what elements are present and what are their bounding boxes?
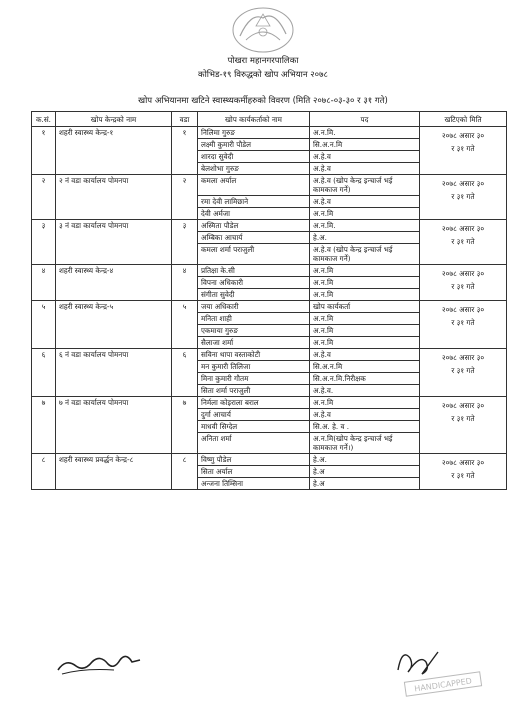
header-ward: वडा [172,112,198,127]
worker-name-cell: संगीता सुवेदी [198,289,310,301]
header-worker-name: खोप कार्यकर्ताको नाम [198,112,310,127]
vaccination-staff-table [31,111,507,490]
post-cell: अ.न.मि [310,265,420,277]
post-cell: अ.हे.व (खोप केन्द्र इन्चार्ज भई कामकाज गर्ने) [310,175,420,196]
assigned-date-cell [420,265,507,301]
serial-number-cell: २ [32,175,56,220]
date-line-2: र ३१ गते [451,237,475,246]
post-cell: अ.हे.व [310,163,420,175]
serial-number-cell: ५ [32,301,56,349]
serial-number-cell: १ [32,127,56,175]
document-description: खोप अभियानमा खटिने स्वास्थ्यकर्मीहरुको विवरण (मिति २०७८-०३-३० र ३१ गते) [138,96,388,106]
assigned-date-cell [420,349,507,397]
ward-cell: २ [172,175,198,220]
signature-right [392,644,442,678]
post-cell: सि.अ.न.मि.निरीक्षक [310,373,420,385]
worker-name-cell: विष्णु पौडेल [198,454,310,466]
date-line-2: र ३१ गते [451,414,475,423]
worker-name-cell: मिना कुमारी गौतम [198,373,310,385]
worker-name-cell: मनिता शाही [198,313,310,325]
post-cell: अ.हे.व. [310,385,420,397]
post-cell: हे.अ [310,478,420,490]
worker-name-cell: रमा देवी लामिछाने [198,196,310,208]
worker-name-cell: मन कुमारी तिलिजा [198,361,310,373]
center-name-cell: शहरी स्वास्थ्य प्रवर्द्धन केन्द्र-८ [56,454,172,490]
post-cell: अ.न.मि. [310,127,420,139]
worker-name-cell: सविना थापा वस्ताकोटी [198,349,310,361]
post-cell: हे.अ. [310,232,420,244]
post-cell: हे.अ. [310,454,420,466]
serial-number-cell: ७ [32,397,56,454]
post-cell: अ.न.मि [310,289,420,301]
worker-name-cell: माधवी सिग्देल [198,421,310,433]
assigned-date-cell [420,454,507,490]
table-header-row [32,112,507,127]
municipality-seal-icon [226,4,300,54]
worker-name-cell: अम्बिका आचार्य [198,232,310,244]
ward-cell: ८ [172,454,198,490]
post-cell: अ.हे.व [310,409,420,421]
worker-name-cell: कमला शर्मा पराजुली [198,244,310,265]
date-line-1: २०७८ असार ३० [441,401,485,410]
date-line-1: २०७८ असार ३० [441,353,485,362]
date-line-2: र ३१ गते [451,192,475,201]
worker-name-cell: सैलाजा शर्मा [198,337,310,349]
post-cell: खोप कार्यकर्ता [310,301,420,313]
center-name-cell: ३ नं वडा कार्यालय पोमनपा [56,220,172,265]
serial-number-cell: ३ [32,220,56,265]
center-name-cell: शहरी स्वास्थ्य केन्द्र-४ [56,265,172,301]
worker-name-cell: एकमाया गुरुङ [198,325,310,337]
date-line-1: २०७८ असार ३० [441,179,485,188]
header-center-name: खोप केन्द्रको नाम [56,112,172,127]
ward-cell: ३ [172,220,198,265]
post-cell: अ.हे.व [310,349,420,361]
assigned-date-cell [420,397,507,454]
table-row [32,397,507,409]
center-name-cell: शहरी स्वास्थ्य केन्द्र-५ [56,301,172,349]
date-line-1: २०७८ असार ३० [441,224,485,233]
assigned-date-cell [420,127,507,175]
worker-name-cell: अनिता शर्मा [198,433,310,454]
worker-name-cell: दुर्गा आचार्य [198,409,310,421]
post-cell: अ.हे.व (खोप केन्द्र इन्चार्ज भई कामकाज गर्ने) [310,244,420,265]
worker-name-cell: निलिमा गुरुङ [198,127,310,139]
assigned-date-cell [420,220,507,265]
post-cell: अ.न.मि [310,277,420,289]
post-cell: अ.न.मि. [310,220,420,232]
header-serial: क.सं. [32,112,56,127]
table-row [32,220,507,232]
center-name-cell: ६ नं वडा कार्यालय पोमनपा [56,349,172,397]
post-cell: अ.हे.व [310,196,420,208]
table-row [32,349,507,361]
post-cell: अ.न.मि [310,208,420,220]
document-title: पोखरा महानगरपालिका [227,56,299,66]
serial-number-cell: ४ [32,265,56,301]
svg-text:HANDICAPPED: HANDICAPPED [413,676,473,694]
worker-name-cell: देवी अर्मजा [198,208,310,220]
date-line-1: २०७८ असार ३० [441,269,485,278]
header-post: पद [310,112,420,127]
center-name-cell: ७ नं वडा कार्यालय पोमनपा [56,397,172,454]
post-cell: अ.न.मि [310,397,420,409]
date-line-2: र ३१ गते [451,318,475,327]
table-row [32,454,507,466]
worker-name-cell: बेलशोभा गुरुङ [198,163,310,175]
date-line-2: र ३१ गते [451,144,475,153]
signature-left [54,646,144,680]
ward-cell: ५ [172,301,198,349]
table-row [32,301,507,313]
date-line-2: र ३१ गते [451,282,475,291]
table-row [32,175,507,196]
post-cell: सि.अ.न.मि [310,139,420,151]
post-cell: सि.अ.न.मि [310,361,420,373]
assigned-date-cell [420,301,507,349]
table-row [32,265,507,277]
date-line-1: २०७८ असार ३० [441,305,485,314]
header-assigned-date: खटिएको मिति [420,112,507,127]
serial-number-cell: ६ [32,349,56,397]
post-cell: अ.न.मि [310,337,420,349]
post-cell: सि.अ. हे. व . [310,421,420,433]
worker-name-cell: जया अधिकारी [198,301,310,313]
worker-name-cell: सिता अर्याल [198,466,310,478]
center-name-cell: शहरी स्वास्थ्य केन्द्र-१ [56,127,172,175]
center-name-cell: २ नं वडा कार्यालय पोमनपा [56,175,172,220]
post-cell: अ.न.मि [310,325,420,337]
ward-cell: ७ [172,397,198,454]
worker-name-cell: सिता शर्मा पराजुली [198,385,310,397]
assigned-date-cell [420,175,507,220]
worker-name-cell: प्रतिक्षा के.सी [198,265,310,277]
worker-name-cell: निर्मला कोइराला बराल [198,397,310,409]
table-row [32,127,507,139]
ward-cell: ६ [172,349,198,397]
post-cell: अ.न.मि [310,313,420,325]
post-cell: हे.अ [310,466,420,478]
ward-cell: ४ [172,265,198,301]
date-line-2: र ३१ गते [451,471,475,480]
post-cell: अ.न.मि(खोप केन्द्र इन्चार्ज भई कामकाज गर्ने।) [310,433,420,454]
worker-name-cell: लक्ष्मी कुमारी पौडेल [198,139,310,151]
date-line-2: र ३१ गते [451,366,475,375]
worker-name-cell: शारदा सुवेदी [198,151,310,163]
worker-name-cell: कमला अर्याल [198,175,310,196]
date-line-1: २०७८ असार ३० [441,131,485,140]
document-subtitle: कोभिड-१९ विरुद्धको खोप अभियान २०७८ [198,70,328,80]
post-cell: अ.हे.व [310,151,420,163]
worker-name-cell: अस्मिता पौडेल [198,220,310,232]
serial-number-cell: ८ [32,454,56,490]
worker-name-cell: विपना अधिकारी [198,277,310,289]
ward-cell: १ [172,127,198,175]
worker-name-cell: अन्जना तिम्सिना [198,478,310,490]
date-line-1: २०७८ असार ३० [441,458,485,467]
